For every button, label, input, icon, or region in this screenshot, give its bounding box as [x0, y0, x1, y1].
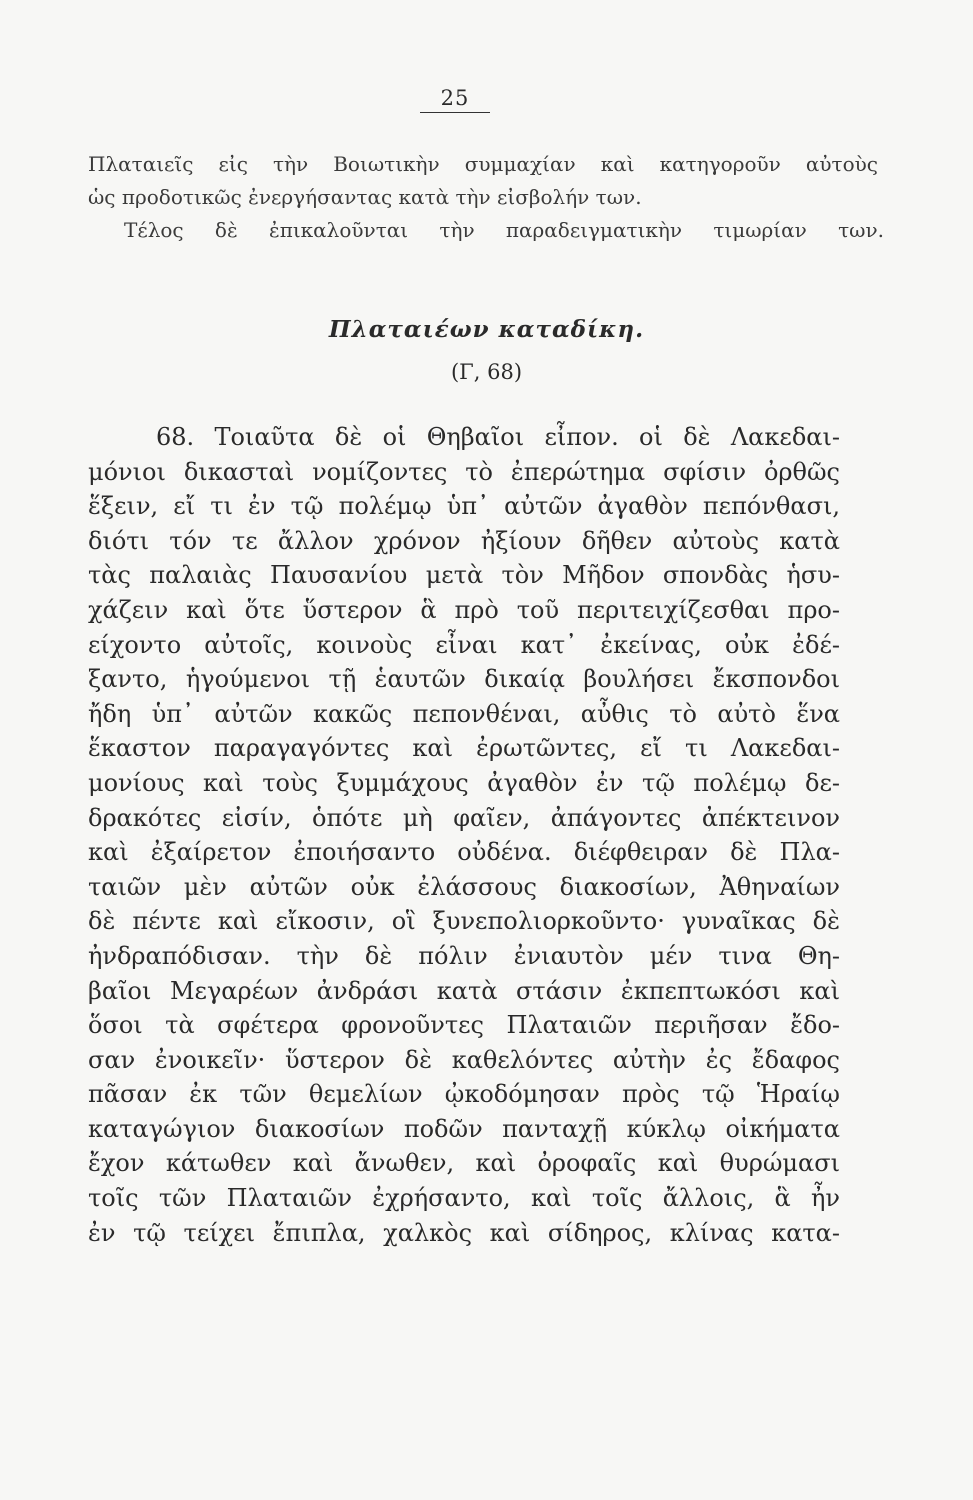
body-line: ἕκαστον παραγαγόντες καὶ ἐρωτῶντες, εἴ τι Λακεδαι- [88, 734, 840, 763]
body-line: πᾶσαν ἐκ τῶν θεμελίων ᾠκοδόμησαν πρὸς τῷ Ἡραίῳ [88, 1080, 840, 1109]
body-line: ταιῶν μὲν αὐτῶν οὐκ ἐλάσσους διακοσίων, Ἀθηναίων [88, 872, 840, 901]
body-line: διότι τόν τε ἄλλον χρόνον ἠξίουν δῆθεν αὐτοὺς κατὰ [88, 526, 840, 555]
intro-line: Τέλος δὲ ἐπικαλοῦνται τὴν παραδειγματικὴν τιμωρίαν των. [124, 218, 884, 242]
intro-line: ὡς προδοτικῶς ἐνεργήσαντας κατὰ τὴν εἰσβολήν των. [88, 185, 642, 209]
body-line: ξαντο, ἡγούμενοι τῇ ἑαυτῶν δικαίᾳ βουλήσει ἔκσπονδοι [88, 665, 840, 694]
body-line: δρακότες εἰσίν, ὁπότε μὴ φαῖεν, ἀπάγοντες ἀπέκτεινον [88, 803, 840, 832]
body-text [88, 420, 840, 1250]
body-line: καὶ ἐξαίρετον ἐποιήσαντο οὐδένα. διέφθειραν δὲ Πλα- [88, 838, 840, 867]
body-line: είχοντο αὐτοῖς, κοινοὺς εἶναι κατ᾽ ἐκείνας, οὐκ ἐδέ- [88, 630, 840, 659]
section-reference: (Γ, 68) [450, 360, 523, 384]
body-line: ἔχον κάτωθεν καὶ ἄνωθεν, καὶ ὀροφαῖς καὶ θυρώμασι [88, 1149, 840, 1178]
body-line: σαν ἐνοικεῖν· ὕστερον δὲ καθελόντες αὐτὴν ἐς ἔδαφος [88, 1045, 840, 1074]
page-number: 25 [420, 86, 490, 113]
body-line: μονίους καὶ τοὺς ξυμμάχους ἀγαθὸν ἐν τῷ πολέμῳ δε- [88, 768, 840, 797]
body-line: βαῖοι Μεγαρέων ἀνδράσι κατὰ στάσιν ἐκπεπτωκόσι καὶ [88, 976, 840, 1005]
body-line: ἤδη ὑπ᾽ αὐτῶν κακῶς πεπονθέναι, αὖθις τὸ αὐτὸ ἕνα [88, 699, 840, 728]
body-line: μόνιοι δικασταὶ νομίζοντες τὸ ἐπερώτημα σφίσιν ὀρθῶς [88, 457, 840, 486]
body-line: χάζειν καὶ ὅτε ὕστερον ἃ πρὸ τοῦ περιτειχίζεσθαι προ- [88, 595, 840, 624]
body-line: ὅσοι τὰ σφέτερα φρονοῦντες Πλαταιῶν περιῆσαν ἔδο- [88, 1011, 840, 1040]
body-line: τοῖς τῶν Πλαταιῶν ἐχρήσαντο, καὶ τοῖς ἄλλοις, ἃ ἦν [88, 1184, 840, 1213]
section-title: Πλαταιέων καταδίκη. [328, 316, 645, 343]
body-line: 68. Τοιαῦτα δὲ οἱ Θηβαῖοι εἶπον. οἱ δὲ Λακεδαι- [156, 423, 840, 451]
body-line: τὰς παλαιὰς Παυσανίου μετὰ τὸν Μῆδον σπονδὰς ἡσυ- [88, 561, 840, 590]
body-line: ἐν τῷ τείχει ἔπιπλα, χαλκὸς καὶ σίδηρος, κλίνας κατα- [88, 1218, 840, 1247]
body-line: δὲ πέντε καὶ εἴκοσιν, οἳ ξυνεπολιορκοῦντο· γυναῖκας δὲ [88, 907, 840, 936]
intro-line: Πλαταιεῖς εἰς τὴν Βοιωτικὴν συμμαχίαν καὶ κατηγοροῦν αὐτοὺς [88, 152, 878, 176]
body-line: ἕξειν, εἴ τι ἐν τῷ πολέμῳ ὑπ᾽ αὐτῶν ἀγαθὸν πεπόνθασι, [88, 492, 840, 521]
body-line: καταγώγιον διακοσίων ποδῶν πανταχῇ κύκλῳ οἰκήματα [88, 1114, 840, 1143]
intro-paragraph [88, 148, 884, 247]
body-line: ἠνδραπόδισαν. τὴν δὲ πόλιν ἐνιαυτὸν μέν τινα Θη- [88, 941, 840, 970]
